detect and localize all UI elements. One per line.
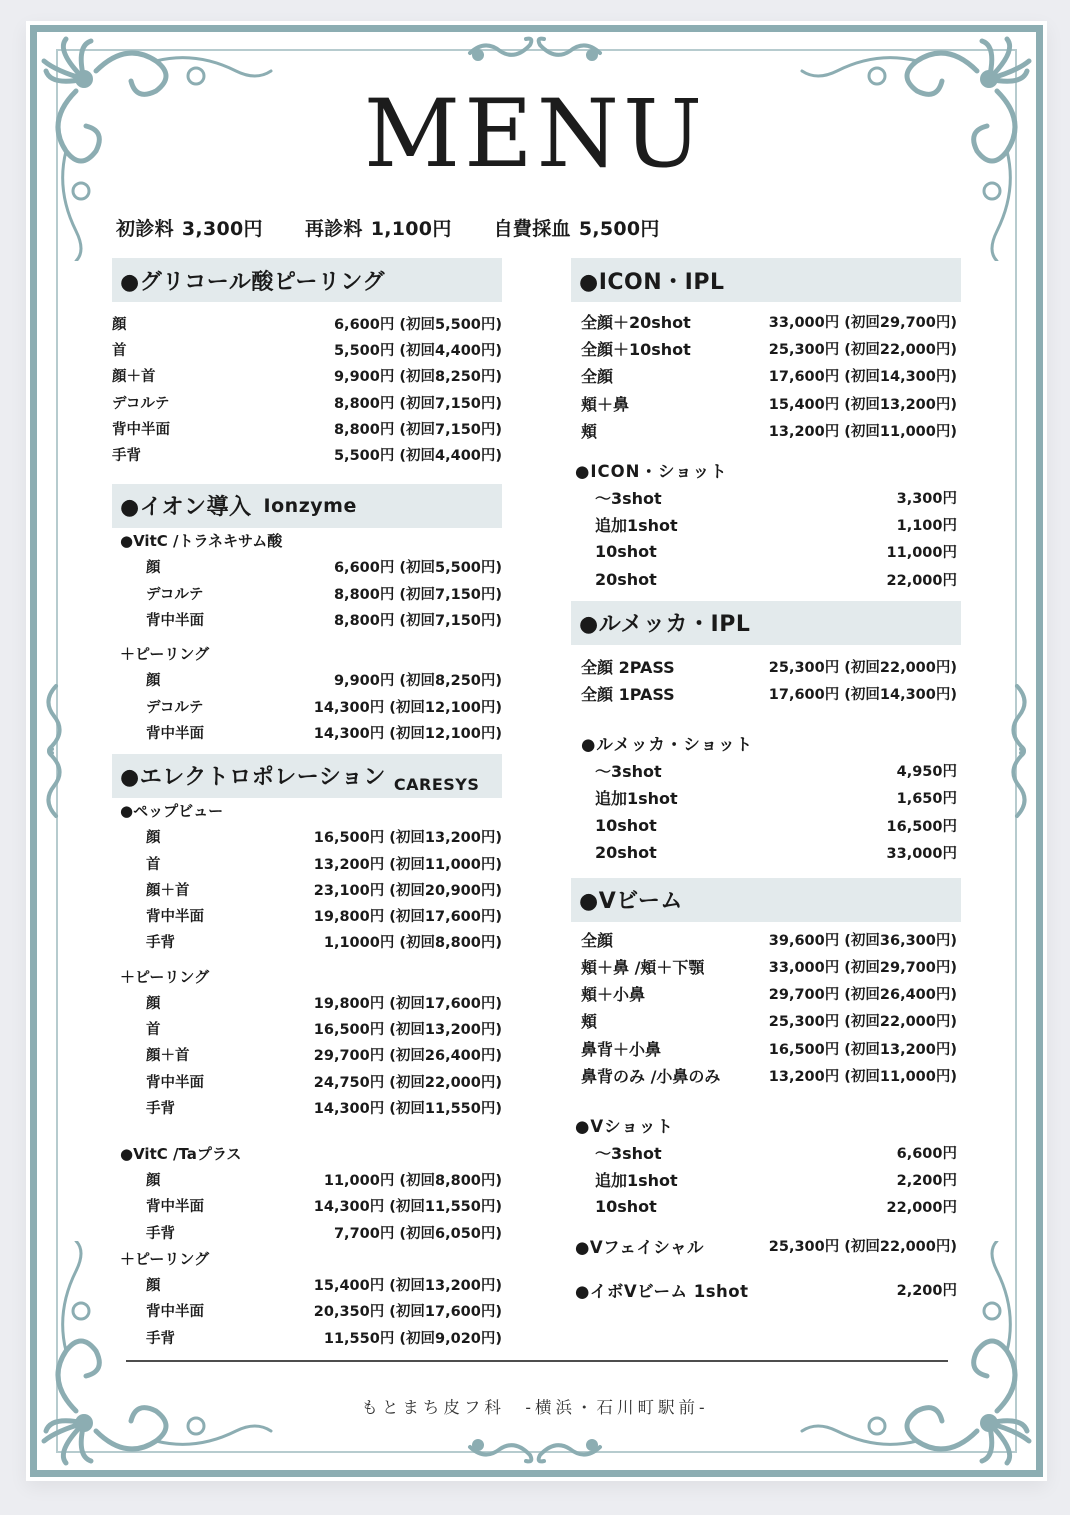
menu-row: 首 16,500円 (初回13,200円) xyxy=(146,1021,502,1038)
menu-row: 20shot 33,000円 xyxy=(595,842,957,862)
menu-row: 顔 16,500円 (初回13,200円) xyxy=(146,830,502,847)
left-column xyxy=(112,258,502,1350)
menu-row: 首 13,200円 (初回11,000円) xyxy=(146,856,502,873)
menu-row: 手背 1,1000円 (初回8,800円) xyxy=(146,935,502,952)
menu-row: 顔 9,900円 (初回8,250円) xyxy=(146,673,502,690)
scroll-flourish-icon xyxy=(38,681,68,821)
menu-row: 顔＋首 23,100円 (初回20,900円) xyxy=(146,882,502,899)
menu-row: ～3shot 4,950円 xyxy=(595,762,957,782)
menu-row: 顔 6,600円 (初回5,500円) xyxy=(112,316,502,333)
menu-row: 20shot 22,000円 xyxy=(595,569,957,589)
menu-row: 背中半面 14,300円 (初回12,100円) xyxy=(146,725,502,742)
page-title: MENU xyxy=(363,80,707,189)
menu-row: 頬 13,200円 (初回11,000円) xyxy=(581,421,957,441)
menu-row: 10shot 22,000円 xyxy=(595,1197,957,1217)
menu-row: 顔＋首 29,700円 (初回26,400円) xyxy=(146,1048,502,1065)
subgroup-label: ＋ピーリング xyxy=(120,645,210,664)
fee-blood-test: 自費採血 5,500円 xyxy=(493,218,660,240)
menu-row-wart-vbeam: ●イボVビーム 1shot 2,200円 xyxy=(575,1281,957,1301)
menu-row: 全顔＋10shot 25,300円 (初回22,000円) xyxy=(581,340,957,360)
menu-row: 鼻背＋小鼻 16,500円 (初回13,200円) xyxy=(581,1039,957,1059)
subgroup-label: ●Vショット xyxy=(575,1116,674,1136)
menu-row: 10shot 16,500円 xyxy=(595,815,957,835)
section-heading-electroporation: ●エレクトロポレーション CARESYS xyxy=(112,754,502,798)
menu-row: 全顔 17,600円 (初回14,300円) xyxy=(581,367,957,387)
menu-row: 背中半面 20,350円 (初回17,600円) xyxy=(146,1304,502,1321)
menu-row: 追加1shot 1,650円 xyxy=(595,789,957,809)
menu-row: 頬＋小鼻 29,700円 (初回26,400円) xyxy=(581,985,957,1005)
menu-row: 顔 19,800円 (初回17,600円) xyxy=(146,995,502,1012)
right-column xyxy=(571,258,961,1305)
menu-row: デコルテ 8,800円 (初回7,150円) xyxy=(146,586,502,603)
menu-row: 10shot 11,000円 xyxy=(595,542,957,562)
subgroup-label: ＋ピーリング xyxy=(120,967,210,986)
section-heading-vbeam: ●Vビーム xyxy=(571,878,961,922)
subgroup-label: ●ペップビュー xyxy=(120,802,224,821)
menu-row: 全顔 2PASS 25,300円 (初回22,000円) xyxy=(581,657,957,677)
fee-return: 再診料 1,100円 xyxy=(304,218,452,240)
subgroup-label: ●ICON・ショット xyxy=(575,461,728,481)
menu-row: 顔 15,400円 (初回13,200円) xyxy=(146,1278,502,1295)
menu-row: 手背 14,300円 (初回11,550円) xyxy=(146,1100,502,1117)
menu-row: 全顔＋20shot 33,000円 (初回29,700円) xyxy=(581,313,957,333)
menu-row-vfacial: ●Vフェイシャル 25,300円 (初回22,000円) xyxy=(575,1237,957,1257)
menu-row: 全顔 1PASS 17,600円 (初回14,300円) xyxy=(581,684,957,704)
menu-row: ～3shot 6,600円 xyxy=(595,1144,957,1164)
menu-row: 手背 5,500円 (初回4,400円) xyxy=(112,448,502,465)
menu-row: 背中半面 8,800円 (初回7,150円) xyxy=(146,613,502,630)
menu-row: 頬 25,300円 (初回22,000円) xyxy=(581,1012,957,1032)
subgroup-label: ＋ピーリング xyxy=(120,1249,210,1268)
section-heading-lumecca: ●ルメッカ・IPL xyxy=(571,601,961,645)
menu-row: 手背 7,700円 (初回6,050円) xyxy=(146,1225,502,1242)
menu-row: 顔 6,600円 (初回5,500円) xyxy=(146,560,502,577)
menu-row: 背中半面 24,750円 (初回22,000円) xyxy=(146,1074,502,1091)
menu-row: 全顔 39,600円 (初回36,300円) xyxy=(581,930,957,950)
clinic-footer: もとまち皮フ科 -横浜・石川町駅前- xyxy=(361,1398,709,1417)
menu-row: 手背 11,550円 (初回9,020円) xyxy=(146,1330,502,1347)
menu-row: 追加1shot 1,100円 xyxy=(595,516,957,536)
footer-divider xyxy=(126,1360,948,1362)
section-heading-icon-ipl: ●ICON・IPL xyxy=(571,258,961,302)
scroll-flourish-icon xyxy=(460,1433,610,1469)
menu-row: 背中半面 14,300円 (初回11,550円) xyxy=(146,1199,502,1216)
section-heading-glycolic: ●グリコール酸ピーリング xyxy=(112,258,502,302)
menu-row: 頬＋鼻 15,400円 (初回13,200円) xyxy=(581,394,957,414)
menu-row: 背中半面 8,800円 (初回7,150円) xyxy=(112,421,502,438)
scroll-flourish-icon xyxy=(1005,681,1035,821)
fee-initial: 初診料 3,300円 xyxy=(116,218,263,240)
menu-row: 追加1shot 2,200円 xyxy=(595,1171,957,1191)
menu-row: 頬＋鼻 /頬＋下顎 33,000円 (初回29,700円) xyxy=(581,958,957,978)
menu-row: ～3shot 3,300円 xyxy=(595,489,957,509)
menu-row: 顔＋首 9,900円 (初回8,250円) xyxy=(112,369,502,386)
menu-row: 顔 11,000円 (初回8,800円) xyxy=(146,1173,502,1190)
scroll-flourish-icon xyxy=(460,31,610,67)
menu-row: 首 5,500円 (初回4,400円) xyxy=(112,342,502,359)
menu-row: デコルテ 14,300円 (初回12,100円) xyxy=(146,699,502,716)
consultation-fees xyxy=(116,214,660,241)
subgroup-label: ●VitC /トラネキサム酸 xyxy=(120,532,283,551)
section-heading-ion: ●イオン導入 Ionzyme xyxy=(112,484,502,528)
menu-row: デコルテ 8,800円 (初回7,150円) xyxy=(112,395,502,412)
menu-row: 鼻背のみ /小鼻のみ 13,200円 (初回11,000円) xyxy=(581,1066,957,1086)
menu-row: 背中半面 19,800円 (初回17,600円) xyxy=(146,909,502,926)
subgroup-label: ●VitC /Taプラス xyxy=(120,1145,242,1164)
subgroup-label: ●ルメッカ・ショット xyxy=(581,735,754,755)
